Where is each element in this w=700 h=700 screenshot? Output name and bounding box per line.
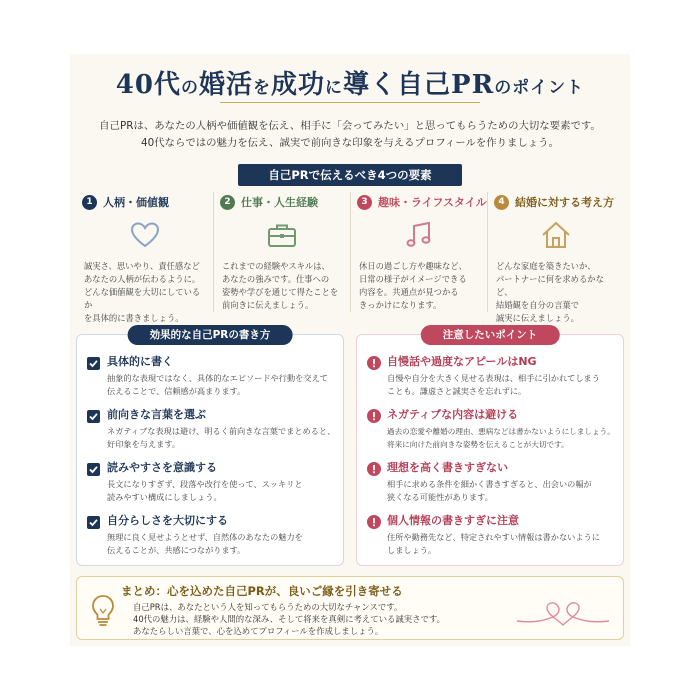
element-card — [487, 192, 624, 323]
page-title — [70, 64, 630, 101]
tip-title: 前向きな言葉を選ぶ — [107, 408, 206, 421]
caution-item — [357, 355, 623, 398]
element-text: どんな家庭を築きたいか、 — [496, 261, 596, 271]
element-text: 誠実に伝えましょう。 — [496, 313, 579, 323]
element-number: 4 — [494, 195, 509, 210]
tip-title: 自分らしさを大切にする — [107, 514, 228, 527]
checkbox-icon — [87, 461, 100, 480]
caution-item — [357, 408, 623, 451]
caution-item — [357, 461, 623, 504]
effective-tips-panel — [76, 329, 344, 566]
element-text: あなたの人柄が伝わるように。 — [84, 274, 201, 284]
element-title: 仕事・人生経験 — [241, 196, 318, 209]
element-text: 前向きに伝えましょう。 — [222, 300, 314, 310]
tip-item — [77, 514, 343, 557]
title-part: 40代 — [115, 70, 181, 100]
element-number: 2 — [220, 195, 235, 210]
tip-title: 具体的に書く — [107, 355, 173, 368]
checkbox-icon — [87, 408, 100, 427]
caution-title: 理想を高く書きすぎない — [387, 461, 508, 474]
element-card — [350, 192, 487, 312]
summary-text: 自己PRは、あなたという人を知ってもらうための大切なチャンスです。 — [133, 602, 403, 612]
element-text: 誠実さ、思いやり、責任感など — [84, 261, 200, 271]
element-text: パートナーに何を求めるかなど、 — [496, 274, 604, 297]
tip-text: 読みやすい構成にしましょう。 — [107, 492, 222, 502]
caution-item — [357, 514, 623, 557]
element-title: 趣味・ライフスタイル — [378, 196, 487, 209]
title-part: 婚活 — [198, 70, 253, 100]
element-card — [76, 192, 213, 323]
briefcase-icon — [220, 216, 344, 254]
element-text: あなたの強みです。仕事への — [222, 274, 330, 284]
tip-text: 伝えることで、信頼感が高まります。 — [107, 386, 246, 396]
music-note-icon — [357, 216, 481, 254]
title-part: のポイント — [494, 78, 585, 98]
exclamation-icon — [367, 514, 381, 533]
element-card — [213, 192, 350, 312]
element-number: 1 — [82, 195, 97, 210]
element-number: 3 — [357, 195, 372, 210]
tip-text: ネガティブな表現は避け、明るく前向きな言葉でまとめると、 — [107, 426, 336, 436]
heart-icon — [82, 216, 207, 254]
intro-line: 自己PRは、あなたの人柄や価値観を伝え、相手に「会ってみたい」と思ってもらうための大切な要素です。 — [99, 120, 601, 132]
element-text: きっかけになります。 — [359, 300, 442, 310]
caution-text: 過去の恋愛や離婚の理由、悪病などは書かないようにしましょう。 — [387, 427, 615, 436]
title-part: の — [180, 78, 199, 98]
element-title: 人柄・価値観 — [103, 196, 169, 209]
summary-text: あなたらしい言葉で、心を込めてプロフィールを作成しましょう。 — [133, 626, 384, 636]
tip-text: 抽象的な表現ではなく、具体的なエピソードや行動を交えて — [107, 373, 328, 383]
title-part: 成功 — [271, 70, 326, 100]
tip-item — [77, 408, 343, 451]
element-text: どんな価値観を大切にしているか — [84, 287, 201, 310]
tip-text: 無理に良く見せようとせず、自然体のあなたの魅力を — [107, 532, 303, 542]
caution-text: 住所や勤務先など、特定されやすい情報は書かないように — [387, 532, 600, 542]
element-title: 結婚に対する考え方 — [515, 196, 614, 209]
summary-box — [76, 576, 624, 640]
tip-item — [77, 355, 343, 398]
tip-text: 伝えることが、共感につながります。 — [107, 545, 246, 555]
element-text: を具体的に書きましょう。 — [84, 313, 184, 323]
intro-text — [70, 118, 630, 152]
element-text: 内容を。共通点が見つかる — [359, 287, 459, 297]
caution-text: 狭くなる可能性があります。 — [387, 492, 493, 502]
element-text: 結婚観を自分の言葉で — [496, 300, 579, 310]
caution-title: 個人情報の書きすぎに注意 — [387, 514, 519, 527]
checkbox-icon — [87, 355, 100, 374]
checkbox-icon — [87, 514, 100, 533]
infographic-page — [70, 54, 630, 646]
tip-title: 読みやすさを意識する — [107, 461, 217, 474]
title-part: に — [325, 78, 344, 98]
title-part: 導く自己PR — [343, 70, 495, 100]
caution-panel — [356, 329, 624, 566]
caution-text: ことも。謙虚さと誠実さを忘れずに。 — [387, 386, 527, 396]
caution-text: 将来に向けた前向きな姿勢を伝えることが大切です。 — [387, 440, 569, 449]
tip-item — [77, 461, 343, 504]
tip-text: 好印象を与えます。 — [107, 439, 181, 449]
intro-line: 40代ならではの魅力を伝え、誠実で前向きな印象を与えるプロフィールを作りましょう。 — [141, 137, 559, 149]
tip-text: 長文になりすぎず、段落や改行を使って、スッキリと — [107, 479, 303, 489]
caution-text: 相手に求める条件を細かく書きすぎると、出会いの幅が — [387, 479, 592, 489]
exclamation-icon — [367, 461, 381, 480]
effective-tips-heading: 効果的な自己PRの書き方 — [128, 325, 293, 345]
caution-title: 自慢話や過度なアピールはNG — [387, 355, 537, 368]
title-divider — [220, 102, 480, 103]
lightbulb-icon — [89, 593, 117, 633]
summary-text: 40代の魅力は、経験や人間的な深み、そして将来を真剣に考えている誠実さです。 — [133, 614, 445, 624]
house-icon — [494, 216, 618, 254]
elements-banner: 自己PRで伝えるべき4つの要素 — [238, 164, 462, 186]
summary-title: まとめ：心を込めた自己PRが、良いご縁を引き寄せる — [121, 584, 403, 598]
caution-title: ネガティブな内容は避ける — [387, 408, 519, 421]
title-part: を — [253, 78, 271, 98]
exclamation-icon — [367, 408, 381, 427]
ribbon-heart-icon — [513, 587, 613, 635]
elements-row — [76, 192, 624, 323]
exclamation-icon — [367, 355, 381, 374]
caution-text: しましょう。 — [387, 545, 437, 555]
element-text: 日常の様子がイメージできる — [359, 274, 467, 284]
element-text: 休日の過ごし方や趣味など、 — [359, 261, 467, 271]
element-text: これまでの経験やスキルは、 — [222, 261, 330, 271]
caution-heading: 注意したいポイント — [421, 325, 560, 345]
element-text: 姿勢や学びを通じて得たことを — [222, 287, 339, 297]
caution-text: 自慢や自分を大きく見せる表現は、相手に引かれてしまう — [387, 373, 600, 383]
